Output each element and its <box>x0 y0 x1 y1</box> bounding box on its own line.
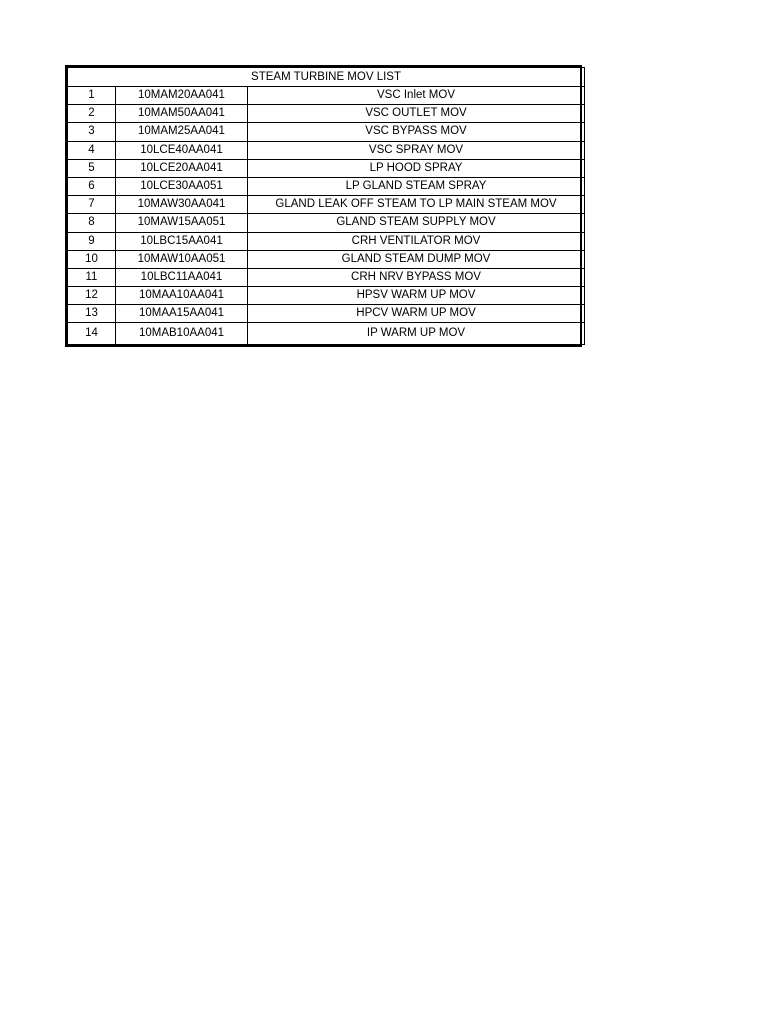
row-number-cell: 12 <box>68 287 116 305</box>
table-row <box>68 268 585 286</box>
row-number-cell: 10 <box>68 250 116 268</box>
table-row <box>68 214 585 232</box>
mov-code-cell: 10MAM20AA041 <box>116 87 248 105</box>
mov-code-cell: 10MAA15AA041 <box>116 305 248 323</box>
row-number-cell: 4 <box>68 141 116 159</box>
mov-description-cell: VSC Inlet MOV <box>248 87 585 105</box>
mov-description-cell: GLAND STEAM SUPPLY MOV <box>248 214 585 232</box>
row-number-cell: 2 <box>68 105 116 123</box>
row-number-cell: 6 <box>68 177 116 195</box>
table-row <box>68 123 585 141</box>
table-row <box>68 87 585 105</box>
mov-code-cell: 10MAB10AA041 <box>116 323 248 345</box>
table-title: STEAM TURBINE MOV LIST <box>68 68 585 87</box>
mov-description-cell: VSC BYPASS MOV <box>248 123 585 141</box>
table-row <box>68 305 585 323</box>
mov-code-cell: 10LBC15AA041 <box>116 232 248 250</box>
row-number-cell: 11 <box>68 268 116 286</box>
mov-description-cell: GLAND STEAM DUMP MOV <box>248 250 585 268</box>
table-row <box>68 232 585 250</box>
mov-code-cell: 10MAW15AA051 <box>116 214 248 232</box>
mov-description-cell: HPCV WARM UP MOV <box>248 305 585 323</box>
mov-description-cell: HPSV WARM UP MOV <box>248 287 585 305</box>
mov-code-cell: 10LCE40AA041 <box>116 141 248 159</box>
table-row <box>68 105 585 123</box>
mov-description-cell: VSC SPRAY MOV <box>248 141 585 159</box>
table-row <box>68 141 585 159</box>
spreadsheet-page <box>65 65 582 347</box>
mov-code-cell: 10MAA10AA041 <box>116 287 248 305</box>
table-row <box>68 287 585 305</box>
mov-description-cell: GLAND LEAK OFF STEAM TO LP MAIN STEAM MOV <box>248 196 585 214</box>
table-frame <box>65 65 582 347</box>
table-row <box>68 159 585 177</box>
row-number-cell: 1 <box>68 87 116 105</box>
mov-code-cell: 10MAM25AA041 <box>116 123 248 141</box>
row-number-cell: 5 <box>68 159 116 177</box>
mov-description-cell: CRH NRV BYPASS MOV <box>248 268 585 286</box>
mov-description-cell: CRH VENTILATOR MOV <box>248 232 585 250</box>
table-row <box>68 323 585 345</box>
row-number-cell: 13 <box>68 305 116 323</box>
table-row <box>68 196 585 214</box>
mov-code-cell: 10MAW10AA051 <box>116 250 248 268</box>
table-row <box>68 177 585 195</box>
mov-code-cell: 10MAW30AA041 <box>116 196 248 214</box>
mov-description-cell: IP WARM UP MOV <box>248 323 585 345</box>
row-number-cell: 14 <box>68 323 116 345</box>
row-number-cell: 8 <box>68 214 116 232</box>
mov-description-cell: LP HOOD SPRAY <box>248 159 585 177</box>
table-row <box>68 250 585 268</box>
mov-code-cell: 10LBC11AA041 <box>116 268 248 286</box>
mov-description-cell: VSC OUTLET MOV <box>248 105 585 123</box>
mov-code-cell: 10MAM50AA041 <box>116 105 248 123</box>
mov-code-cell: 10LCE30AA051 <box>116 177 248 195</box>
mov-description-cell: LP GLAND STEAM SPRAY <box>248 177 585 195</box>
row-number-cell: 9 <box>68 232 116 250</box>
mov-list-table <box>67 67 585 345</box>
row-number-cell: 7 <box>68 196 116 214</box>
mov-code-cell: 10LCE20AA041 <box>116 159 248 177</box>
table-title-row <box>68 68 585 87</box>
row-number-cell: 3 <box>68 123 116 141</box>
